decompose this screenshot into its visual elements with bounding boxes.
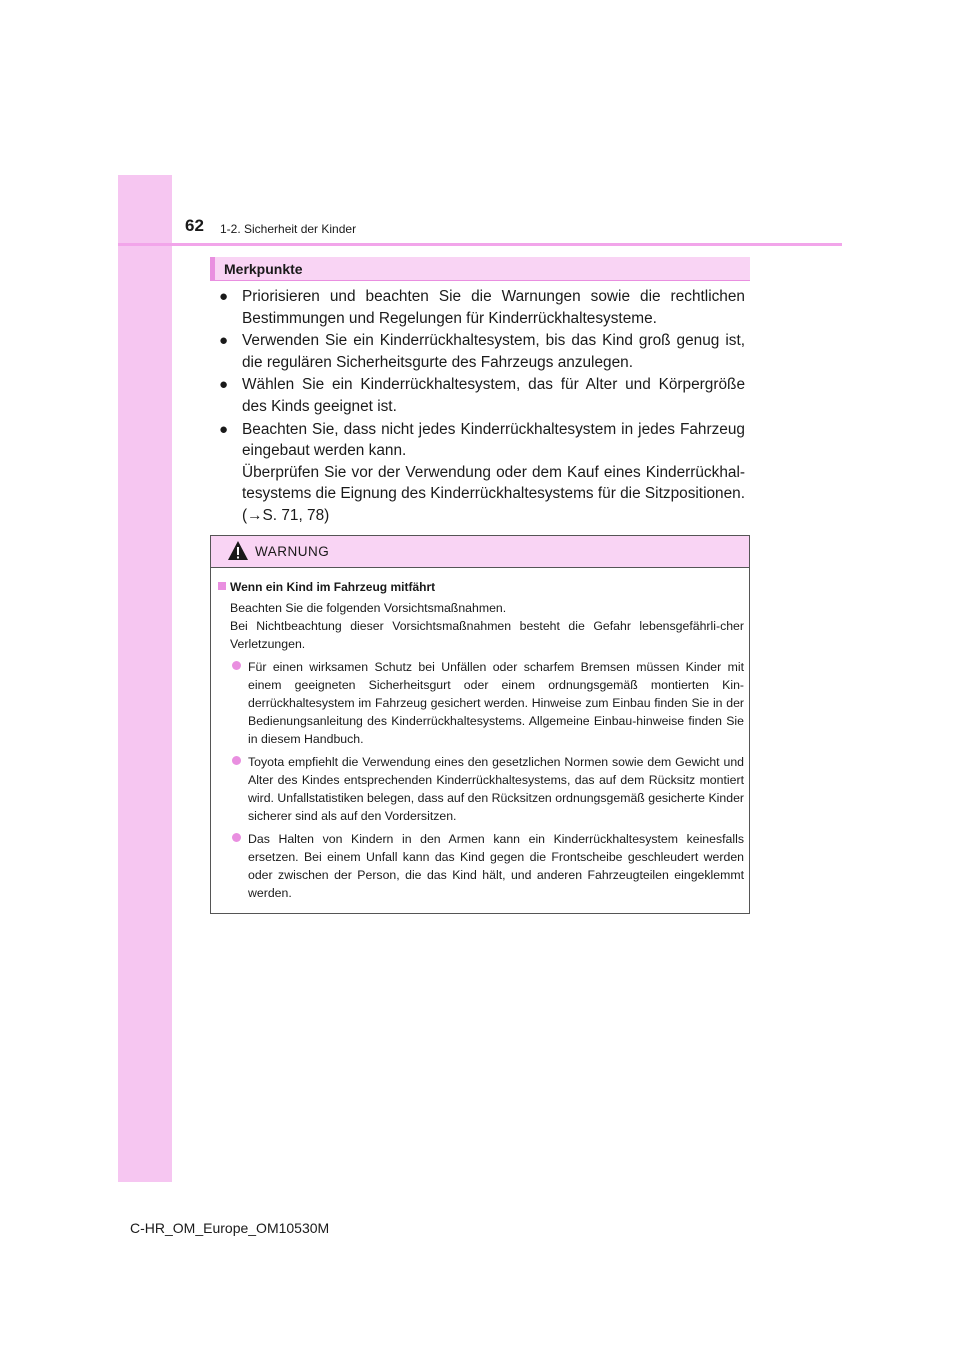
bullet-icon: ● <box>219 332 229 350</box>
points-item: ● Verwenden Sie ein Kinderrückhaltesystem, bis das Kind groß genug ist, die regulären Sicherheitsgurte des Fahrzeugs anzulegen. <box>219 332 745 371</box>
bullet-icon: ● <box>219 288 229 305</box>
points-item: ● Wählen Sie ein Kinderrückhaltesystem, das für Alter und Körpergröße des Kinds geeignet ist. <box>219 376 745 415</box>
page-number: 62 <box>185 216 204 235</box>
points-item-detail: Überprüfen Sie vor der Verwendung oder dem Kauf eines Kinderrückhal-tesystems die Eignung des Kinderrückhaltesystems für die Sitzpositionen. <box>242 463 746 503</box>
points-list <box>217 286 745 527</box>
page-reference: (→S. 71, 78) <box>242 506 330 524</box>
warning-body <box>218 578 744 902</box>
square-bullet-icon <box>218 582 226 590</box>
bullet-icon: ● <box>219 420 229 438</box>
points-header-rule <box>215 280 750 281</box>
bullet-icon: ● <box>219 376 229 394</box>
header-rule <box>118 243 842 246</box>
warning-intro: Beachten Sie die folgenden Vorsichtsmaßnahmen. Bei Nichtbeachtung dieser Vorsichtsmaßnahmen besteht die Gefahr lebensgefährli-cher Verletzungen. <box>230 601 744 651</box>
points-title: Merkpunkte <box>224 261 303 277</box>
bullet-icon <box>232 833 241 842</box>
bullet-icon <box>232 661 241 670</box>
warning-label: WARNUNG <box>255 544 330 559</box>
section-title: 1-2. Sicherheit der Kinder <box>220 222 357 236</box>
warning-header <box>211 536 749 568</box>
points-header <box>210 257 750 281</box>
side-tab-band <box>118 175 172 1182</box>
points-item: ● Beachten Sie, dass nicht jedes Kinderrückhaltesystem in jedes Fahrzeug eingebaut werden kann. Überprüfen Sie vor der Verwendung oder dem Kauf eines Kinderrückhal-tesystems die Eignung des Kinderrückhaltesystems für die Sitzpositionen. (→S. 71, 78) <box>219 420 746 524</box>
warning-triangle-icon <box>227 540 249 562</box>
warning-title: Wenn ein Kind im Fahrzeug mitfährt <box>218 578 744 596</box>
footer-doc-code: C-HR_OM_Europe_OM10530M <box>130 1220 330 1236</box>
warning-item: Das Halten von Kindern in den Armen kann ein Kinderrückhaltesystem keinesfalls ersetzen. Bei einem Unfall kann das Kind gegen die Frontscheibe geschleudert werden oder zwischen der Person, die das Kind hält, und anderen Fahrzeugteilen eingeklemmt werden. <box>218 830 744 902</box>
warning-item: Für einen wirksamen Schutz bei Unfällen oder scharfem Bremsen müssen Kinder mit einem geeigneten Sicherheitsgurt oder einem ordnungsgemäß montierten Kin-derrückhaltesystem im Fahrzeug gesichert werden. Hinweise zum Einbau finden Sie in der Bedienungsanleitung des Kinderrückhaltesystems. Allgemeine Einbau-hinweise finden Sie in diesem Handbuch. <box>218 658 744 748</box>
bullet-icon <box>232 756 241 765</box>
points-item: ● Priorisieren und beachten Sie die Warnungen sowie die rechtlichen Bestimmungen und Regelungen für Kinderrückhaltesysteme. <box>219 288 745 327</box>
warning-item: Toyota empfiehlt die Verwendung eines den gesetzlichen Normen sowie dem Gewicht und Alter des Kindes entsprechenden Kinderrückhaltesystems, das auf dem Rücksitz montiert wird. Unfallstatistiken belegen, dass auf den Rücksitzen ordnungsgemäß gesicherte Kinder sicherer sind als auf den Vordersitzen. <box>218 753 744 825</box>
warning-box <box>210 535 750 914</box>
